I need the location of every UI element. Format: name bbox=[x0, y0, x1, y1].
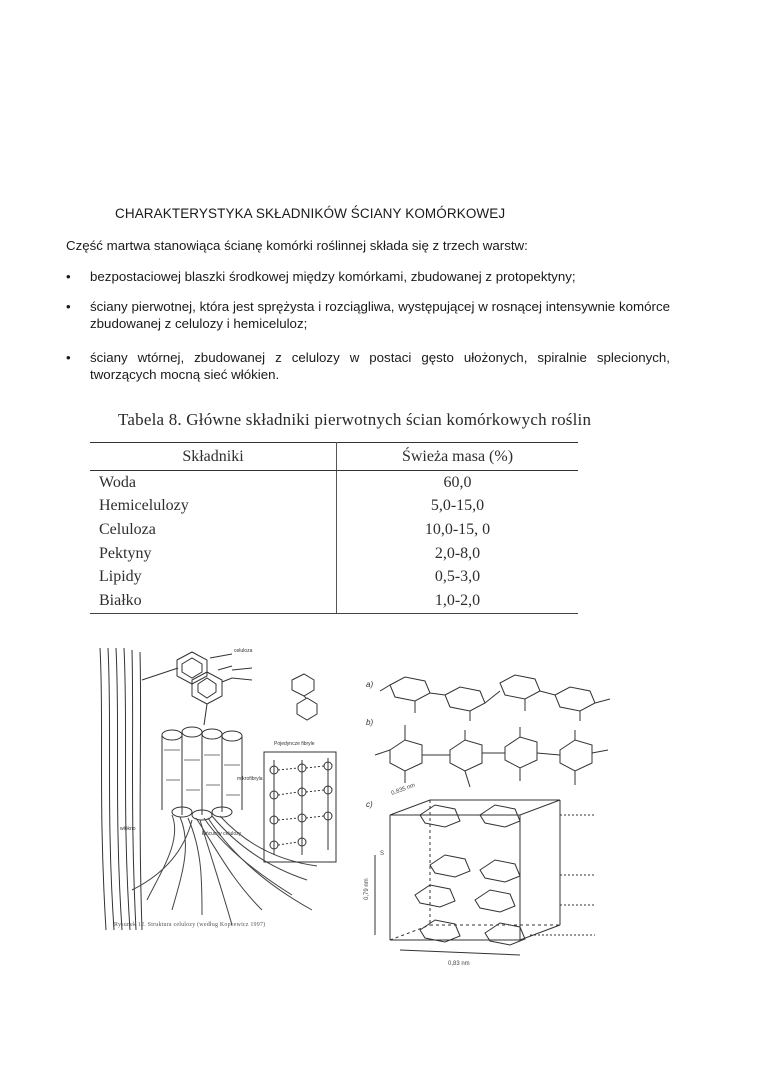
fiber-strand bbox=[100, 648, 106, 930]
fiber-strand bbox=[140, 652, 142, 930]
label-dim-bottom: 0,83 nm bbox=[448, 961, 470, 967]
hexagon-unit-inner bbox=[182, 658, 202, 678]
table-cell-component: Białko bbox=[90, 589, 337, 613]
connector-line bbox=[142, 668, 178, 680]
table-cell-value: 1,0-2,0 bbox=[337, 589, 579, 613]
bullet-icon: • bbox=[66, 298, 71, 314]
page-heading: CHARAKTERYSTYKA SKŁADNIKÓW ŚCIANY KOMÓRKOWEJ bbox=[115, 206, 506, 221]
table-row bbox=[90, 518, 578, 542]
table-cell-value: 2,0-8,0 bbox=[434, 544, 481, 562]
label-dim-top: 0,835 nm bbox=[390, 782, 417, 797]
composition-table-wrapper bbox=[90, 442, 578, 614]
table-cell-value: 5,0-15,0 bbox=[430, 497, 485, 515]
table-cell-component: Hemicelulozy bbox=[90, 495, 337, 519]
figure-caption: Rysunek 12. Struktura celulozy (według Kopcewicz 1997) bbox=[114, 922, 266, 928]
sugar-ring-icon bbox=[292, 674, 314, 696]
table-cell-value: 10,0-15, 0 bbox=[424, 520, 491, 538]
bullet-icon: • bbox=[66, 269, 71, 284]
hexagon-unit bbox=[192, 672, 222, 704]
label-fiber: włókno bbox=[120, 826, 136, 832]
label-cellulose: celuloza bbox=[234, 648, 253, 654]
glucose-chain-a bbox=[380, 675, 610, 721]
table-cell-value: 0,5-3,0 bbox=[434, 568, 481, 586]
table-row bbox=[90, 471, 578, 495]
fiber-strand bbox=[124, 648, 130, 930]
intro-paragraph: Część martwa stanowiąca ścianę komórki roślinnej składa się z trzech warstw: bbox=[66, 238, 528, 253]
table-cell-value: 60,0 bbox=[443, 473, 472, 491]
hexagon-unit-inner bbox=[198, 678, 216, 698]
list-item: • ściany pierwotnej, która jest sprężysta i rozciągliwa, występującej w rosnącej intensywnie komórce zbudowanej z celulozy i hemiceluloz; bbox=[66, 298, 670, 331]
glucose-chain-b bbox=[375, 725, 608, 787]
table-row bbox=[90, 589, 578, 613]
list-item: • ściany wtórnej, zbudowanej z celulozy w postaci gęsto ułożonych, spiralnie splecionych, tworzących mocną sieć włókien. bbox=[66, 349, 670, 382]
label-b: b) bbox=[366, 718, 374, 727]
layer-list bbox=[66, 268, 670, 400]
table-cell-component: Lipidy bbox=[90, 565, 337, 589]
composition-table bbox=[90, 442, 578, 614]
table-caption: Tabela 8. Główne składniki pierwotnych ścian komórkowych roślin bbox=[118, 410, 592, 429]
sugar-ring-icon bbox=[297, 698, 317, 720]
table-cell-component: Woda bbox=[90, 471, 337, 495]
label-s: S bbox=[380, 851, 385, 857]
cellulose-structure-illustration bbox=[92, 640, 342, 940]
cellulose-chemical-structure bbox=[360, 655, 640, 970]
label-dim-side: 0,79 nm bbox=[364, 878, 370, 900]
label-c: c) bbox=[366, 800, 373, 809]
label-a: a) bbox=[366, 680, 374, 689]
table-row bbox=[90, 565, 578, 589]
table-header-row bbox=[90, 443, 578, 471]
crystal-lattice bbox=[375, 800, 595, 955]
fiber-strand bbox=[108, 648, 114, 930]
bullet-icon: • bbox=[66, 349, 71, 365]
column-header-fresh-mass: Świeża masa (%) bbox=[337, 443, 579, 471]
label-chains: łańcuchy celulozy bbox=[202, 831, 242, 837]
microfibril-bundle bbox=[162, 727, 242, 820]
table-row bbox=[90, 495, 578, 519]
connector-line bbox=[204, 704, 207, 725]
label-microfibril: mikrofibryla bbox=[237, 776, 263, 782]
table-cell-component: Pektyny bbox=[90, 542, 337, 566]
label-fibril: Pojedyncze fibryle bbox=[274, 741, 315, 747]
fiber-strand bbox=[116, 648, 122, 930]
table-cell-component: Celuloza bbox=[90, 518, 337, 542]
table-row bbox=[90, 542, 578, 566]
cellulose-chain-ladder bbox=[264, 752, 336, 862]
column-header-component: Składniki bbox=[90, 443, 337, 471]
list-item: • bezpostaciowej blaszki środkowej między komórkami, zbudowanej z protopektyny; bbox=[66, 269, 576, 284]
